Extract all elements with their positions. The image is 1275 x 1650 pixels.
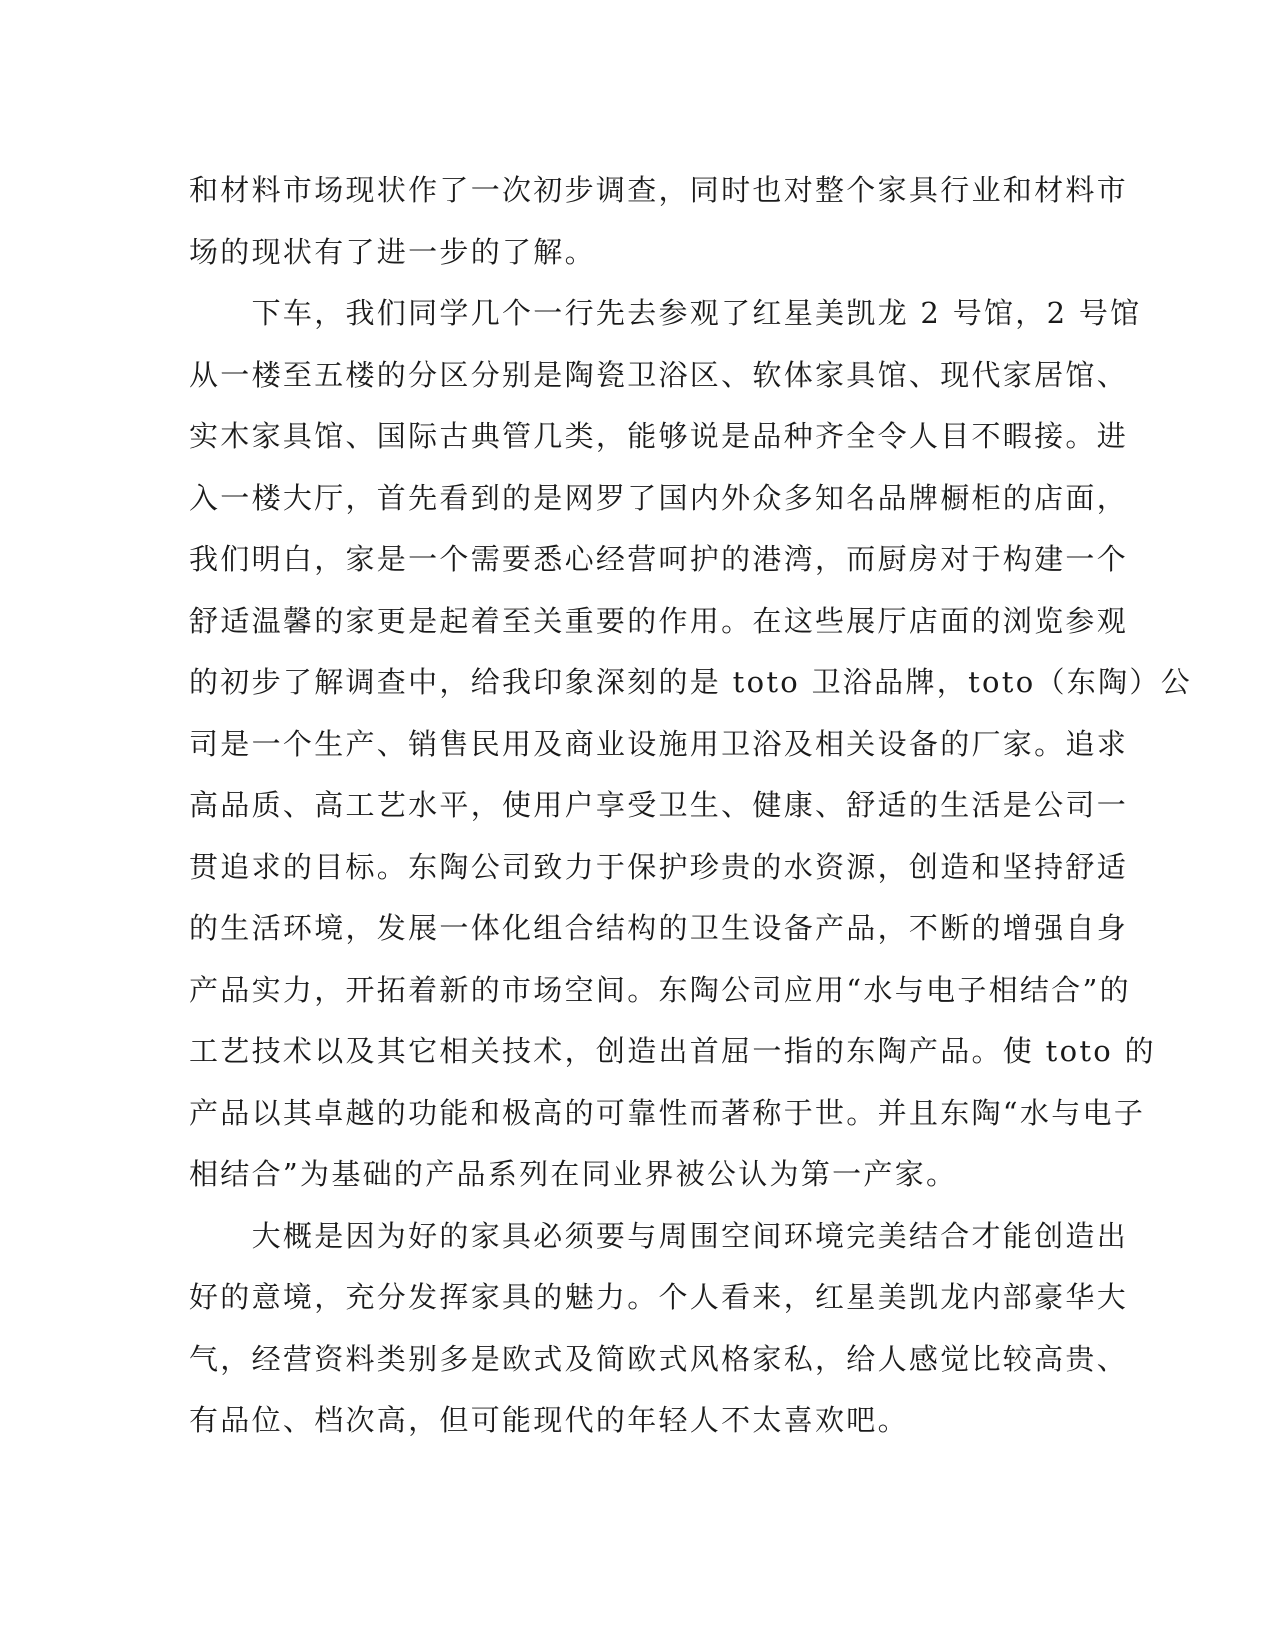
text-line: 和材料市场现状作了一次初步调查，同时也对整个家具行业和材料市 [189, 173, 1129, 207]
text-line: 相结合”为基础的产品系列在同业界被公认为第一产家。 [189, 1157, 958, 1191]
text-line: 实木家具馆、国际古典管几类，能够说是品种齐全令人目不暇接。进 [189, 419, 1129, 453]
text-line: 产品以其卓越的功能和极高的可靠性而著称于世。并且东陶“水与电子 [189, 1095, 1146, 1130]
text-line: 下车，我们同学几个一行先去参观了红星美凯龙 2 号馆，2 号馆 [189, 296, 1142, 330]
text-line: 舒适温馨的家更是起着至关重要的作用。在这些展厅店面的浏览参观 [189, 603, 1129, 638]
body-text [189, 160, 1192, 1452]
text-line: 产品实力，开拓着新的市场空间。东陶公司应用“水与电子相结合”的 [189, 972, 1131, 1007]
text-line: 场的现状有了进一步的了解。 [189, 234, 596, 269]
text-line: 好的意境，充分发挥家具的魅力。个人看来，红星美凯龙内部豪华大 [189, 1280, 1129, 1314]
text-line: 的初步了解调查中，给我印象深刻的是 toto 卫浴品牌，toto（东陶）公 [189, 665, 1192, 699]
text-line: 大概是因为好的家具必须要与周围空间环境完美结合才能创造出 [189, 1218, 1129, 1253]
text-line: 入一楼大厅，首先看到的是网罗了国内外众多知名品牌橱柜的店面， [189, 480, 1129, 515]
text-line: 工艺技术以及其它相关技术，创造出首屈一指的东陶产品。使 toto 的 [189, 1034, 1156, 1068]
text-line: 贯追求的目标。东陶公司致力于保护珍贵的水资源，创造和坚持舒适 [189, 849, 1129, 884]
text-line: 高品质、高工艺水平，使用户享受卫生、健康、舒适的生活是公司一 [189, 788, 1129, 822]
text-line: 气，经营资料类别多是欧式及简欧式风格家私，给人感觉比较高贵、 [189, 1341, 1129, 1376]
text-line: 从一楼至五楼的分区分别是陶瓷卫浴区、软体家具馆、现代家居馆、 [189, 357, 1129, 392]
text-line: 的生活环境，发展一体化组合结构的卫生设备产品，不断的增强自身 [189, 911, 1129, 945]
text-line: 司是一个生产、销售民用及商业设施用卫浴及相关设备的厂家。追求 [189, 726, 1129, 761]
text-line: 有品位、档次高，但可能现代的年轻人不太喜欢吧。 [189, 1403, 909, 1437]
text-line: 我们明白，家是一个需要悉心经营呵护的港湾，而厨房对于构建一个 [189, 542, 1129, 576]
